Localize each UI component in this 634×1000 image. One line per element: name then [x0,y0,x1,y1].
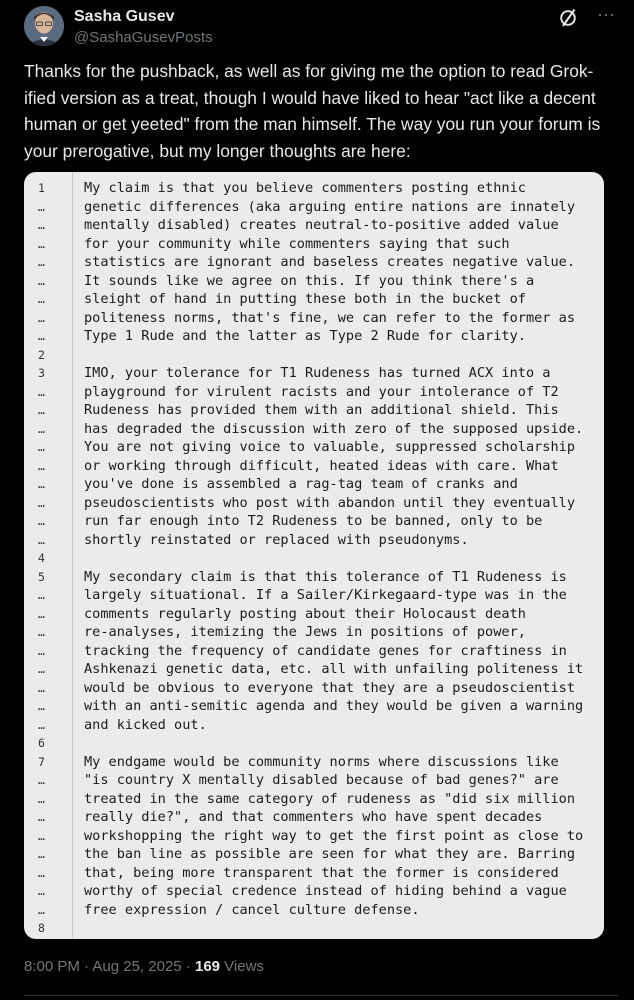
code-line: genetic differences (aka arguing entire nations are innately [84,198,576,215]
code-line: IMO, your tolerance for T1 Rudeness has turned ACX into a [84,365,551,381]
code-line: sleight of hand in putting these both in the bucket of [84,291,526,307]
code-line: largely situational. If a Sailer/Kirkegaard-type was in the [84,587,567,603]
code-line: statistics are ignorant and baseless creates negative value. [84,254,576,270]
line-number: … [38,458,45,473]
code-line: or working through difficult, heated ideas with care. What [84,457,559,474]
line-number: … [38,440,45,454]
line-number: 2 [38,347,45,362]
code-line: mentally disabled) creates neutral-to-positive added value [84,217,559,233]
line-number: … [38,884,45,898]
line-number: … [38,532,45,547]
line-number: … [38,236,45,251]
line-number: … [38,791,45,806]
code-line: Ashkenazi genetic data, etc. all with unfailing politeness it [84,661,584,677]
line-number: 7 [38,754,45,769]
tweet-header [24,4,618,52]
code-line: comments regularly posting about their Holocaust death [84,605,526,622]
tweet-meta [24,958,264,975]
line-number: … [38,218,45,232]
code-line: has degraded the discussion with zero of the supposed upside. [84,420,584,437]
line-number: … [38,606,45,621]
divider [24,995,618,996]
line-number: … [38,680,45,695]
line-number: … [38,421,45,436]
code-image[interactable] [24,172,604,939]
line-number: … [38,477,45,491]
more-dots-icon[interactable]: ··· [597,4,615,24]
code-line: pseudoscientists who post with abandon until they eventually [84,494,576,511]
line-number: … [38,865,45,880]
line-number: … [38,199,45,214]
code-line: with an anti-semitic agenda and they would be given a warning [84,698,584,714]
code-line: re-analyses, itemizing the Jews in positions of power, [84,624,526,640]
grok-slash-icon[interactable] [558,8,578,28]
code-line: shortly reinstated or replaced with pseudonyms. [84,531,469,548]
line-number: … [38,810,45,824]
tweet-date[interactable]: Aug 25, 2025 [92,958,182,975]
code-line: really die?", and that commenters who have spent decades [84,809,543,825]
line-number: … [38,828,45,843]
line-number-gutter [24,172,73,939]
code-line: would be obvious to everyone that they are a pseudoscientist [84,679,576,696]
line-number: … [38,495,45,510]
code-line: worthy of special credence instead of hiding behind a vague [84,883,567,899]
code-line: Rudeness has provided them with an additional shield. This [84,402,559,418]
code-line: tracking the frequency of candidate genes for craftiness in [84,642,567,659]
tweet-text: Thanks for the pushback, as well as for giving me the option to read Grok-ified version as a treat, though I would have liked to hear "act like a decent human or get yeeted" from the man himself. The way you run your forum is your prerogative, but my longer thoughts are here: [24,61,601,161]
code-line: politeness norms, that's fine, we can refer to the former as [84,309,576,326]
code-line: treated in the same category of rudeness as "did six million [84,790,576,807]
line-number: … [38,773,45,787]
line-number: … [38,329,45,343]
line-number: … [38,625,45,639]
line-number: … [38,847,45,861]
code-line: You are not giving voice to valuable, suppressed scholarship [84,439,576,455]
code-line: My endgame would be community norms where discussions like [84,753,559,770]
line-number: … [38,662,45,676]
line-number: 1 [38,181,45,195]
line-number: … [38,902,45,917]
line-number: … [38,514,45,528]
line-number: … [38,588,45,602]
line-number: 3 [38,366,45,380]
avatar-photo [24,6,64,46]
tweet-time[interactable]: 8:00 PM [24,958,80,975]
code-line: you've done is assembled a rag-tag team of cranks and [84,476,518,492]
views-count: 169 [194,958,221,975]
line-number: … [38,273,45,288]
author-name[interactable]: Sasha Gusev [74,8,175,25]
code-line: My claim is that you believe commenters posting ethnic [84,180,526,196]
author-handle[interactable]: @SashaGusevPosts [74,29,213,46]
avatar[interactable] [24,6,64,46]
code-line: and kicked out. [84,716,207,733]
line-number: 5 [38,569,45,584]
code-line: workshopping the right way to get the first point as close to [84,827,584,844]
code-line: run far enough into T2 Rudeness to be banned, only to be [84,513,543,529]
code-line: free expression / cancel culture defense. [84,901,420,918]
line-number: 6 [38,736,45,750]
meta-separator: · [79,958,93,975]
line-number: 4 [38,551,45,565]
code-line: Type 1 Rude and the latter as Type 2 Rude for clarity. [84,328,526,344]
line-number: … [38,699,45,713]
line-number: … [38,403,45,417]
line-number: … [38,643,45,658]
line-number: 8 [38,921,45,935]
line-number: … [38,255,45,269]
views-label: Views [220,958,264,975]
line-number: … [38,384,45,399]
line-number: … [38,310,45,325]
line-number: … [38,292,45,306]
line-number: … [38,717,45,732]
code-line: that, being more transparent that the former is considered [84,864,559,881]
code-line: the ban line as possible are seen for what they are. Barring [84,846,576,862]
code-line: "is country X mentally disabled because of bad genes?" are [84,772,559,788]
code-line: It sounds like we agree on this. If you think there's a [84,272,535,289]
code-line: for your community while commenters saying that such [84,235,510,252]
code-line: My secondary claim is that this tolerance of T1 Rudeness is [84,568,567,585]
meta-separator: · [181,958,195,975]
code-line: playground for virulent racists and your intolerance of T2 [84,383,559,400]
